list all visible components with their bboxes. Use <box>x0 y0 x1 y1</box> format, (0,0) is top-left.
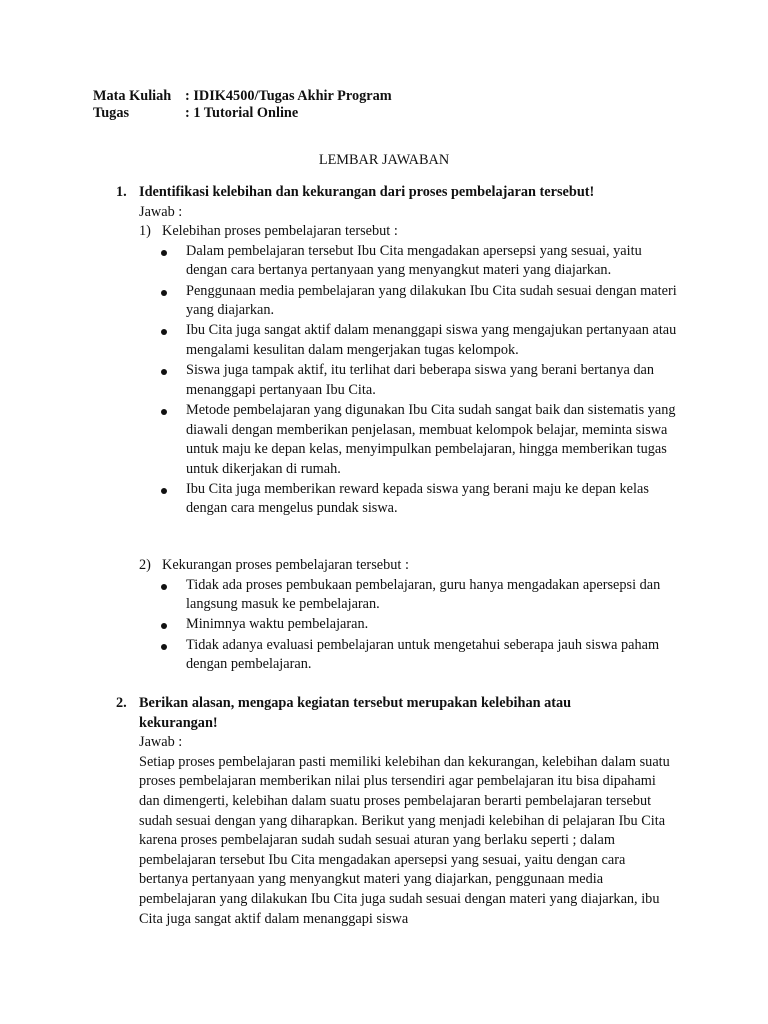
list-item-text: Ibu Cita juga sangat aktif dalam menanggapi siswa yang mengajukan pertanyaan atau mengalami kesulitan dalam mengerjakan tugas kelompok. <box>186 322 677 358</box>
task-row <box>93 105 392 122</box>
bullet-icon <box>161 369 167 375</box>
answer-1-label: Jawab : <box>139 203 183 220</box>
page-title: LEMBAR JAWABAN <box>318 152 450 168</box>
list-item-text: Minimnya waktu pembelajaran. <box>186 616 369 633</box>
answer-2-paragraph: Setiap proses pembelajaran pasti memiliki kelebihan dan kekurangan, kelebihan dalam suatu proses pembelajaran memberikan nilai plus tersendiri agar pembelajaran itu bisa dipahami dan dimengerti, kelebihan dalam suatu proses pembelajaran berarti pembelajaran tersebut sudah sesuai dengan yang diharapkan. Berikut yang menjadi kelebihan di pelajaran Ibu Cita karena proses pembelajaran sudah sudah sesuai aturan yang berlaku seperti ; dalam pembelajaran tersebut Ibu Cita mengadakan apersepsi yang sesuai, yaitu dengan cara bertanya pertanyaan yang menyangkut materi yang diajarkan, penggunaan media pembelajaran yang dilakukan Ibu Cita juga sudah sesuai dengan materi yang diajarkan, ibu Cita juga sangat aktif dalam menanggapi siswa <box>139 753 670 927</box>
part-1-heading <box>0 222 768 242</box>
part-2-heading-text: Kekurangan proses pembelajaran tersebut : <box>162 557 409 573</box>
question-1 <box>0 183 649 203</box>
bullet-icon <box>161 250 167 256</box>
weaknesses-section <box>0 556 768 675</box>
question-1-text: Identifikasi kelebihan dan kekurangan dari proses pembelajaran tersebut! <box>139 184 595 200</box>
list-item-text: Tidak adanya evaluasi pembelajaran untuk mengetahui seberapa jauh siswa paham dengan pembelajaran. <box>186 636 660 673</box>
strengths-list <box>0 242 768 519</box>
bullet-icon <box>161 290 167 296</box>
part-1-heading-text: Kelebihan proses pembelajaran tersebut : <box>162 223 398 240</box>
list-item <box>0 636 686 675</box>
question-2 <box>0 694 649 733</box>
list-item <box>0 480 686 519</box>
list-item <box>0 321 686 360</box>
question-2-number: 2. <box>116 695 127 711</box>
list-item-text: Tidak ada proses pembukaan pembelajaran, guru hanya mengadakan apersepsi dan langsung masuk ke pembelajaran. <box>186 576 661 613</box>
course-value: : IDIK4500/Tugas Akhir Program <box>185 88 392 104</box>
list-item-text: Ibu Cita juga memberikan reward kepada siswa yang berani maju ke depan kelas dengan cara mengelus pundak siswa. <box>186 480 649 517</box>
list-item <box>0 401 686 479</box>
list-item <box>0 242 686 281</box>
list-item <box>0 361 686 400</box>
course-label: Mata Kuliah <box>93 88 172 104</box>
list-item-text: Dalam pembelajaran tersebut Ibu Cita mengadakan apersepsi yang sesuai, yaitu dengan cara bertanya pertanyaan yang menyangkut materi yang diajarkan. <box>186 242 642 279</box>
question-2-text: Berikan alasan, mengapa kegiatan tersebut merupakan kelebihan atau kekurangan! <box>139 695 572 731</box>
part-2-heading <box>0 556 768 576</box>
list-item <box>0 576 686 615</box>
bullet-icon <box>161 623 167 629</box>
list-item <box>0 282 686 321</box>
document-header <box>93 88 392 121</box>
question-1-number: 1. <box>116 184 127 200</box>
weaknesses-list <box>0 576 768 675</box>
task-label: Tugas <box>93 104 130 121</box>
bullet-icon <box>161 584 167 590</box>
course-row <box>93 88 392 105</box>
bullet-icon <box>161 644 167 650</box>
list-item-text: Metode pembelajaran yang digunakan Ibu Cita sudah sangat baik dan sistematis yang diawali dengan memberikan penjelasan, membuat kelompok belajar, meminta siswa untuk maju ke depan kelas, menyimpulkan pembelajaran, hingga memberikan tugas untuk dikerjakan di rumah. <box>186 401 676 477</box>
list-item-text: Siswa juga tampak aktif, itu terlihat dari beberapa siswa yang berani bertanya dan menanggapi pertanyaan Ibu Cita. <box>186 362 655 398</box>
part-1-number: 1) <box>139 223 151 240</box>
bullet-icon <box>161 329 167 335</box>
bullet-icon <box>161 488 167 494</box>
list-item <box>0 615 686 635</box>
question-1-section <box>0 183 768 520</box>
part-2-number: 2) <box>139 557 151 573</box>
list-item-text: Penggunaan media pembelajaran yang dilakukan Ibu Cita sudah sesuai dengan materi yang diajarkan. <box>186 282 677 319</box>
answer-2-label: Jawab : <box>139 734 183 751</box>
bullet-icon <box>161 409 167 415</box>
question-2-section <box>0 694 768 929</box>
task-value: : 1 Tutorial Online <box>185 104 299 121</box>
